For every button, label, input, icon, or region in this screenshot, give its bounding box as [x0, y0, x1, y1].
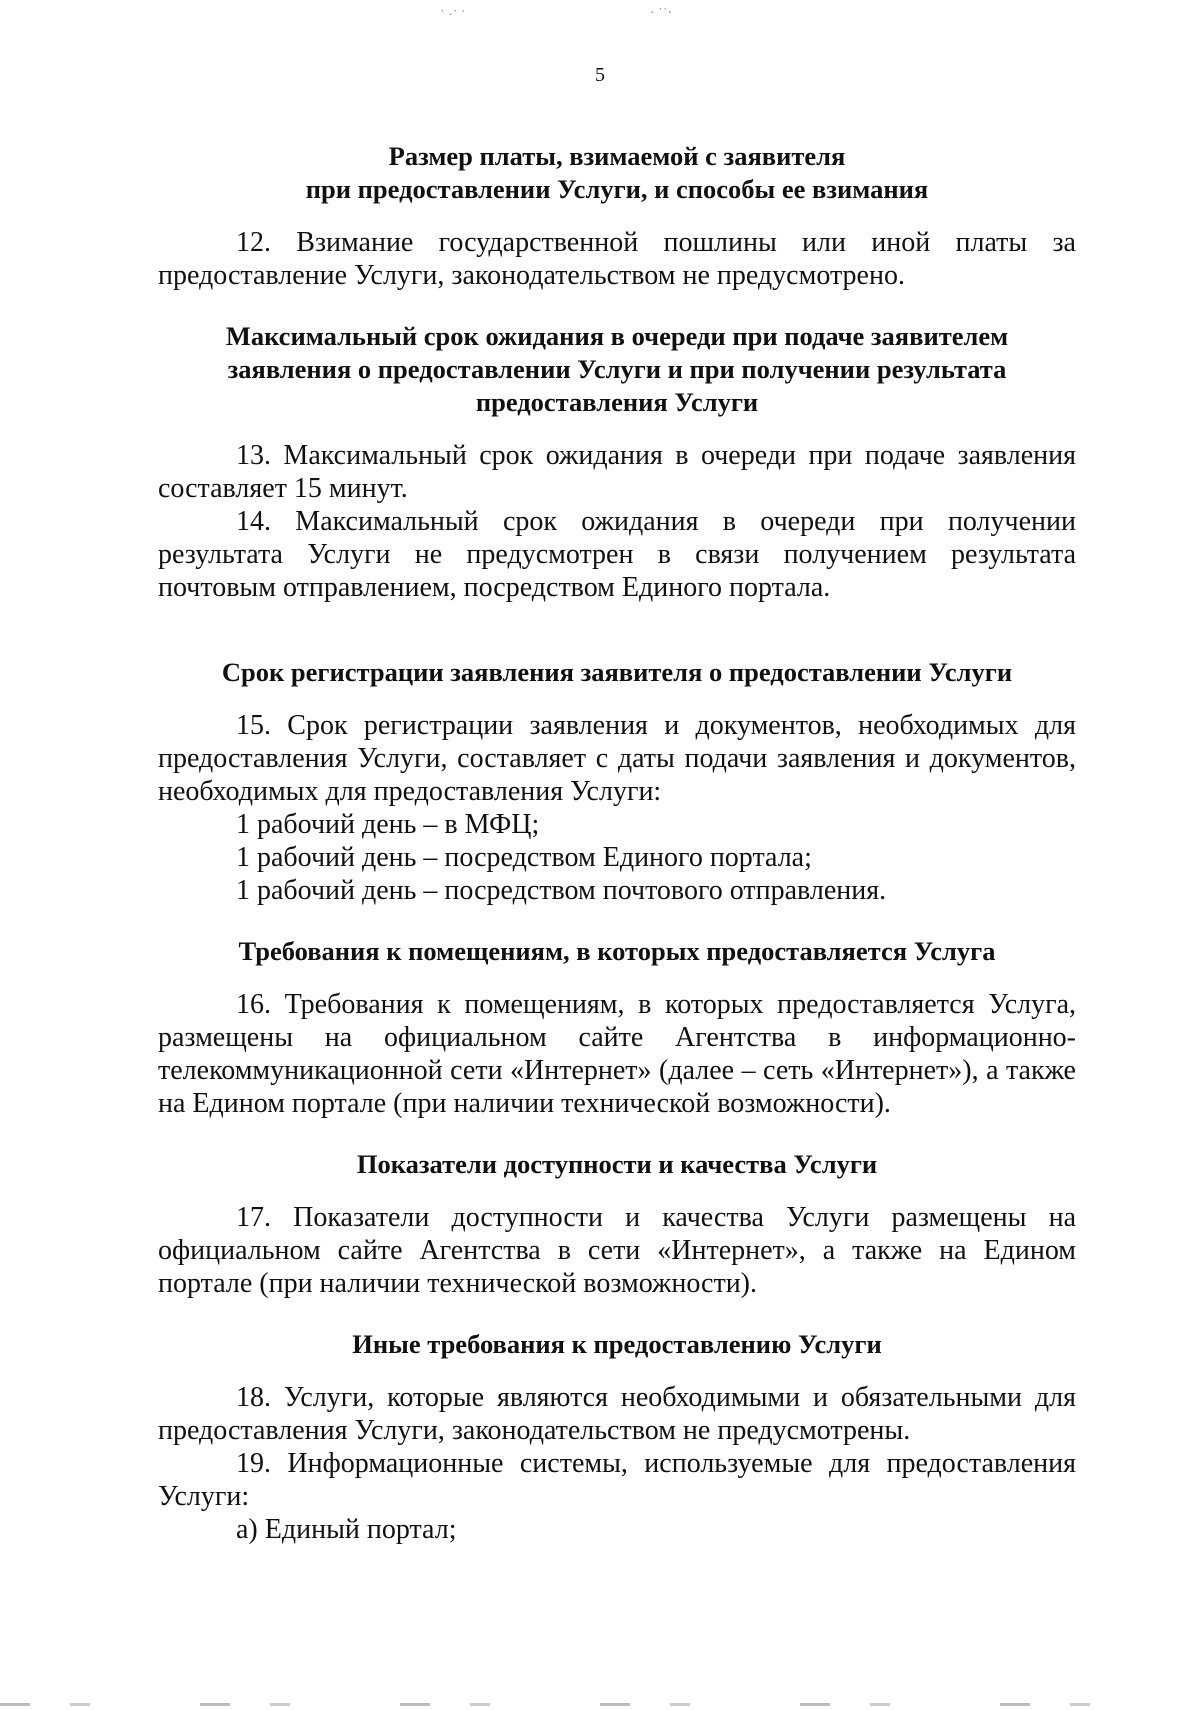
paragraph-12: 12. Взимание государственной пошлины или иной платы за предоставление Услуги, законодательством не предусмотрено. — [158, 227, 1076, 291]
section-heading-registration: Срок регистрации заявления заявителя о предоставлении Услуги — [221, 657, 1013, 687]
section-heading-other: Иные требования к предоставлению Услуги — [352, 1329, 882, 1359]
paragraph-15: 15. Срок регистрации заявления и документов, необходимых для предоставления Услуги, составляет с даты подачи заявления и документов, необходимых для предоставления Услуги: — [158, 710, 1076, 807]
list-item: 1 рабочий день – в МФЦ; — [236, 809, 540, 840]
paragraph-16: 16. Требования к помещениям, в которых предоставляется Услуга, размещены на официальном сайте Агентства в информационно-телекоммуникационной сети «Интернет» (далее – сеть «Интернет»), а также на Едином портале (при наличии технической возможности). — [158, 989, 1076, 1119]
paragraph-17: 17. Показатели доступности и качества Услуги размещены на официальном сайте Агентства в сети «Интернет», а также на Едином портале (при наличии технической возможности). — [158, 1202, 1076, 1299]
section-heading-queue-line2: заявления о предоставлении Услуги и при получении результата — [227, 354, 1007, 384]
section-heading-premises: Требования к помещениям, в которых предоставляется Услуга — [238, 936, 996, 966]
list-item: 1 рабочий день – посредством Единого портала; — [236, 842, 812, 873]
paragraph-14: 14. Максимальный срок ожидания в очереди при получении результата Услуги не предусмотрен в связи получением результата почтовым отправлением, посредством Единого портала. — [158, 506, 1076, 603]
section-heading-quality: Показатели доступности и качества Услуги — [356, 1149, 878, 1179]
list-item: 1 рабочий день – посредством почтового отправления. — [236, 875, 887, 906]
scan-speck: ˙ ·˙ ˙ — [440, 8, 466, 23]
section-heading-queue-line3: предоставления Услуги — [475, 387, 759, 417]
section-heading-fee: Размер платы, взимаемой с заявителя — [388, 141, 846, 171]
scan-speck: · ˙˙· — [650, 6, 673, 21]
paragraph-13: 13. Максимальный срок ожидания в очереди при подаче заявления составляет 15 минут. — [158, 440, 1076, 504]
section-heading-fee-line2: при предоставлении Услуги, и способы ее взимания — [305, 174, 929, 204]
paragraph-19: 19. Информационные системы, используемые для предоставления Услуги: — [158, 1448, 1076, 1512]
paragraph-18: 18. Услуги, которые являются необходимыми и обязательными для предоставления Услуги, законодательством не предусмотрены. — [158, 1382, 1076, 1446]
document-body — [158, 140, 1076, 1546]
scan-edge-noise — [0, 1703, 1200, 1706]
section-heading-queue: Максимальный срок ожидания в очереди при подаче заявителем — [225, 321, 1009, 351]
page-number: 5 — [595, 64, 605, 86]
list-item: а) Единый портал; — [236, 1514, 457, 1545]
